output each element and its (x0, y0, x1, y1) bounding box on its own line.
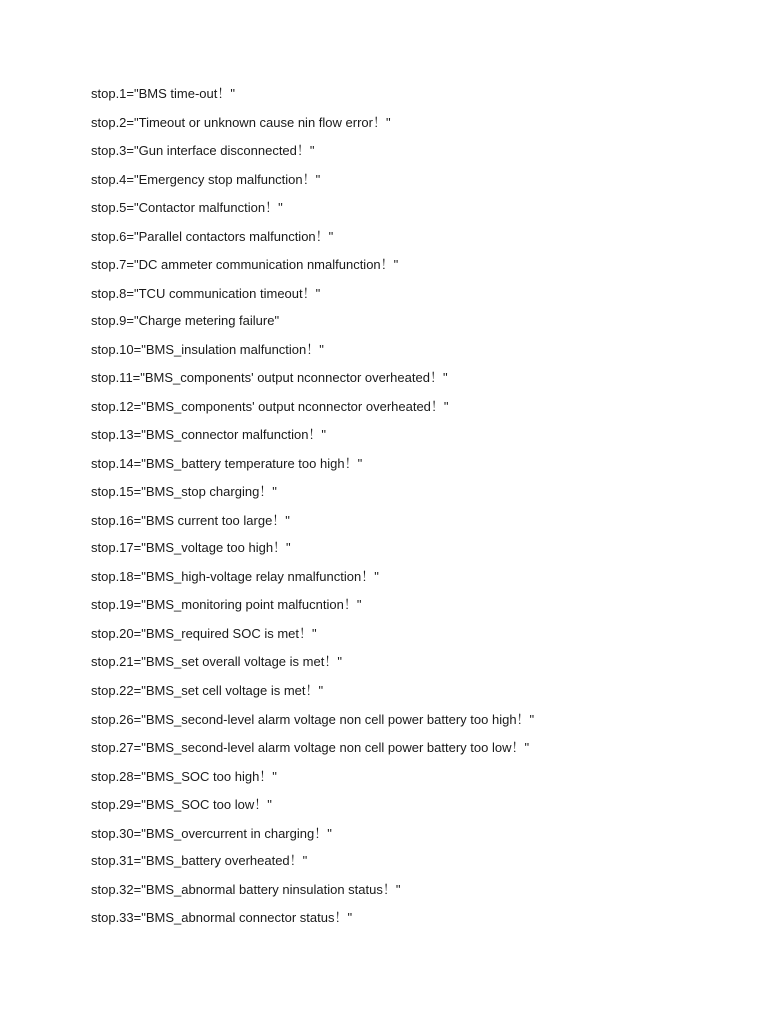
list-item: stop.29="BMS_SOC too low！" (91, 797, 272, 812)
list-item: stop.5="Contactor malfunction！" (91, 200, 283, 215)
list-item: stop.30="BMS_overcurrent in charging！" (91, 826, 332, 841)
list-item: stop.16="BMS current too large！" (91, 513, 290, 528)
list-item: stop.13="BMS_connector malfunction！" (91, 427, 327, 442)
list-item: stop.3="Gun interface disconnected！" (91, 143, 315, 158)
list-item: stop.1="BMS time-out！" (91, 86, 235, 101)
list-item: stop.26="BMS_second-level alarm voltage non cell power battery too high！" (91, 712, 535, 727)
list-item: stop.6="Parallel contactors malfunction！" (91, 229, 334, 244)
list-item: stop.7="DC ammeter communication nmalfunction！" (91, 257, 399, 272)
list-item: stop.17="BMS_voltage too high！" (91, 540, 291, 555)
list-item: stop.14="BMS_battery temperature too high！" (91, 456, 363, 471)
list-item: stop.27="BMS_second-level alarm voltage non cell power battery too low！" (91, 740, 530, 755)
list-item: stop.33="BMS_abnormal connector status！" (91, 910, 353, 925)
list-item: stop.22="BMS_set cell voltage is met！" (91, 683, 324, 698)
list-item: stop.15="BMS_stop charging！" (91, 484, 277, 499)
list-item: stop.12="BMS_components' output nconnector overheated！" (91, 399, 449, 414)
list-item: stop.9="Charge metering failure" (91, 313, 280, 328)
list-item: stop.32="BMS_abnormal battery ninsulation status！" (91, 882, 401, 897)
list-item: stop.11="BMS_components' output nconnector overheated！" (91, 370, 448, 385)
list-item: stop.19="BMS_monitoring point malfucntion！" (91, 597, 362, 612)
list-item: stop.10="BMS_insulation malfunction！" (91, 342, 324, 357)
list-item: stop.8="TCU communication timeout！" (91, 286, 321, 301)
list-item: stop.31="BMS_battery overheated！" (91, 853, 308, 868)
list-item: stop.28="BMS_SOC too high！" (91, 769, 277, 784)
list-item: stop.4="Emergency stop malfunction！" (91, 172, 321, 187)
list-item: stop.21="BMS_set overall voltage is met！" (91, 654, 342, 669)
list-item: stop.2="Timeout or unknown cause nin flow error！" (91, 115, 391, 130)
list-item: stop.20="BMS_required SOC is met！" (91, 626, 317, 641)
list-item: stop.18="BMS_high-voltage relay nmalfunction！" (91, 569, 379, 584)
